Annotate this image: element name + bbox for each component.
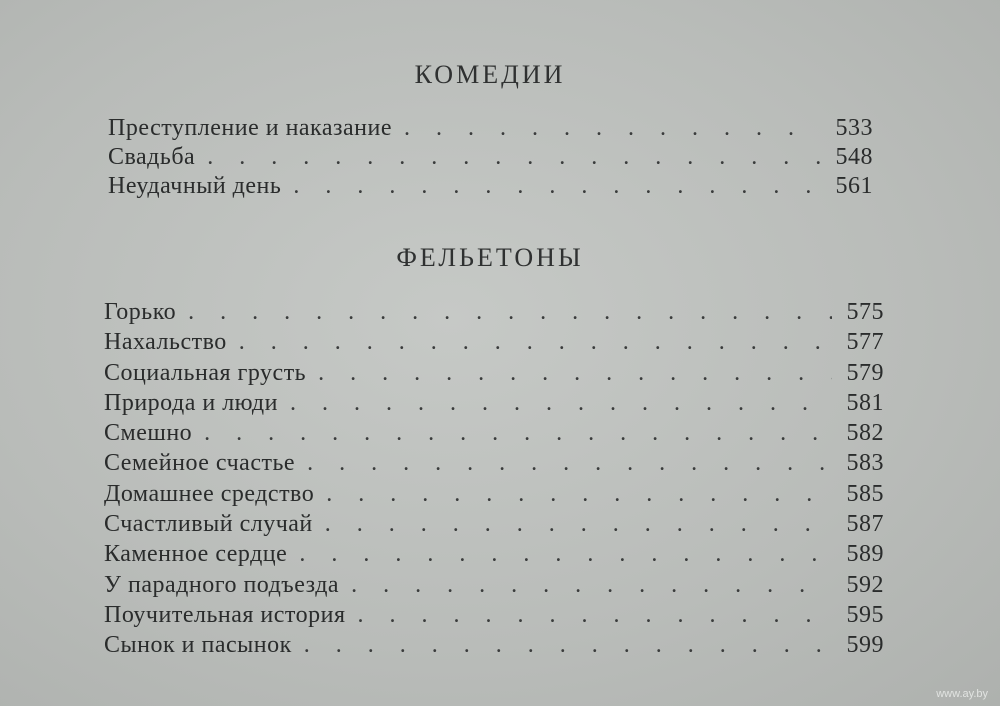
toc-entry-page: 589 bbox=[846, 541, 884, 568]
toc-entry-page: 579 bbox=[846, 359, 884, 386]
dot-leader bbox=[293, 173, 821, 200]
dot-leader bbox=[326, 481, 832, 508]
toc-entry bbox=[104, 511, 884, 541]
toc-entry-title: Неудачный день bbox=[108, 173, 282, 199]
toc-entry-page: 581 bbox=[846, 389, 884, 416]
toc-entry-page: 533 bbox=[835, 115, 873, 141]
toc-entry-page: 548 bbox=[835, 144, 873, 170]
toc-entry bbox=[104, 390, 884, 420]
toc-entry-title: Нахальство bbox=[104, 329, 227, 356]
dot-leader bbox=[351, 572, 832, 599]
toc-entry bbox=[104, 602, 884, 632]
toc-entry-page: 582 bbox=[846, 420, 884, 447]
toc-entry bbox=[108, 115, 873, 144]
toc-entry-title: Семейное счастье bbox=[104, 450, 296, 477]
dot-leader bbox=[299, 541, 832, 568]
dot-leader bbox=[404, 115, 821, 142]
toc-entry-page: 575 bbox=[846, 299, 884, 325]
dot-leader bbox=[307, 450, 832, 477]
toc-entry bbox=[104, 541, 884, 571]
toc-entry-title: Горько bbox=[104, 299, 177, 325]
toc-entry-page: 587 bbox=[846, 511, 884, 538]
toc-entry-title: Социальная грусть bbox=[104, 359, 307, 386]
toc-entry bbox=[104, 450, 884, 480]
toc-entry-title: Смешно bbox=[104, 420, 193, 447]
dot-leader bbox=[239, 329, 832, 356]
toc-entry-title: Сынок и пасынок bbox=[104, 632, 292, 659]
toc-entry-page: 585 bbox=[846, 480, 884, 507]
toc-entry bbox=[104, 481, 884, 511]
dot-leader bbox=[290, 390, 832, 417]
toc-entry-page: 577 bbox=[846, 329, 884, 356]
watermark: www.ay.by bbox=[936, 688, 988, 700]
toc-entry bbox=[104, 632, 884, 662]
dot-leader bbox=[304, 632, 832, 659]
dot-leader bbox=[207, 144, 821, 171]
toc-entry bbox=[108, 173, 873, 202]
toc-entry-title: Счастливый случай bbox=[104, 511, 313, 538]
dot-leader bbox=[188, 299, 832, 326]
toc-entry-title: Преступление и наказание bbox=[108, 115, 392, 141]
toc-entry bbox=[104, 572, 884, 602]
toc-entry bbox=[108, 144, 873, 173]
toc-entry bbox=[104, 299, 884, 329]
toc-list-feuilletons bbox=[104, 299, 884, 663]
toc-entry bbox=[104, 329, 884, 359]
toc-entry-page: 561 bbox=[835, 173, 873, 199]
dot-leader bbox=[325, 511, 832, 538]
toc-entry-title: Каменное сердце bbox=[104, 541, 288, 568]
section-heading-feuilletons: ФЕЛЬЕТОНЫ bbox=[396, 243, 584, 272]
toc-list-comedies bbox=[108, 115, 873, 202]
toc-entry-title: У парадного подъезда bbox=[104, 571, 340, 598]
toc-entry bbox=[104, 360, 884, 390]
dot-leader bbox=[204, 420, 832, 447]
toc-entry-title: Свадьба bbox=[108, 144, 196, 170]
toc-entry-page: 592 bbox=[846, 571, 884, 598]
toc-entry-page: 583 bbox=[846, 450, 884, 477]
toc-entry-title: Природа и люди bbox=[104, 389, 278, 416]
dot-leader bbox=[318, 360, 832, 387]
toc-entry-page: 599 bbox=[846, 632, 884, 659]
toc-entry-page: 595 bbox=[846, 601, 884, 628]
toc-entry-title: Домашнее средство bbox=[104, 480, 315, 507]
toc-entry-title: Поучительная история bbox=[104, 601, 346, 628]
section-heading-comedies: КОМЕДИИ bbox=[414, 60, 566, 89]
toc-entry bbox=[104, 420, 884, 450]
dot-leader bbox=[357, 602, 832, 629]
